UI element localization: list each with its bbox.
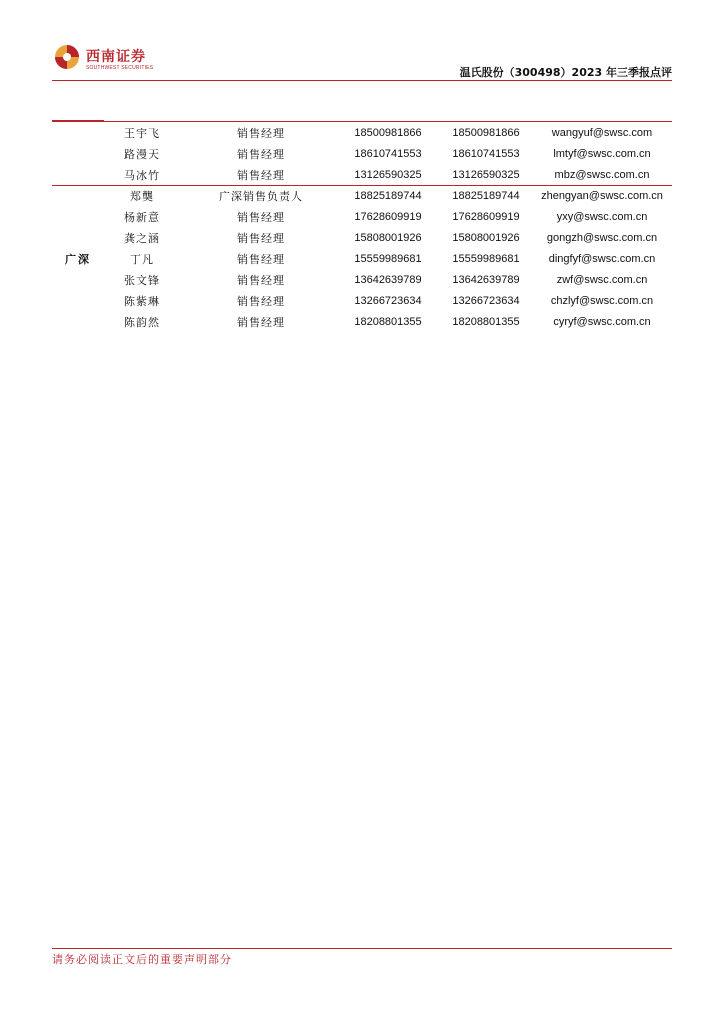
document-title: 温氏股份（300498）2023 年三季报点评 — [459, 66, 672, 79]
logo-english-text: SOUTHWEST SECURITIES — [86, 65, 154, 71]
contact-title: 销售经理 — [237, 148, 285, 161]
contact-name: 王宇飞 — [124, 127, 160, 140]
contact-name: 丁凡 — [130, 253, 154, 266]
contact-email: zwf@swsc.com.cn — [556, 274, 648, 286]
contact-mobile: 18825189744 — [452, 190, 520, 202]
contact-email: mbz@swsc.com.cn — [554, 169, 650, 181]
contact-title: 销售经理 — [237, 274, 285, 287]
contact-phone: 15808001926 — [354, 232, 422, 244]
contact-phone: 18825189744 — [354, 190, 422, 202]
contact-title: 广深销售负责人 — [219, 190, 303, 203]
contact-email: yxy@swsc.com.cn — [556, 211, 648, 223]
contact-title: 销售经理 — [237, 253, 285, 266]
contact-name: 张文锋 — [124, 274, 160, 287]
contact-mobile: 15808001926 — [452, 232, 520, 244]
table-top-rule — [104, 121, 672, 122]
table-row — [0, 186, 724, 207]
table-top-rule-left — [52, 120, 104, 122]
contact-title: 销售经理 — [237, 211, 285, 224]
header-divider — [52, 80, 672, 81]
contact-title: 销售经理 — [237, 127, 285, 140]
contact-name: 龚之涵 — [124, 232, 160, 245]
table-row — [0, 228, 724, 249]
contact-mobile: 18610741553 — [452, 148, 520, 160]
logo-chinese-text: 西南证券 — [86, 49, 146, 65]
contact-name: 郑龑 — [130, 190, 154, 203]
contact-name: 陈韵然 — [124, 316, 160, 329]
table-row — [0, 144, 724, 165]
contact-mobile: 13266723634 — [452, 295, 520, 307]
footer-disclaimer: 请务必阅读正文后的重要声明部分 — [52, 953, 232, 966]
contact-mobile: 15559989681 — [452, 253, 520, 265]
contact-mobile: 13642639789 — [452, 274, 520, 286]
table-row — [0, 291, 724, 312]
contact-email: cyryf@swsc.com.cn — [553, 316, 651, 328]
contact-phone: 13642639789 — [354, 274, 422, 286]
contact-email: gongzh@swsc.com.cn — [546, 232, 658, 244]
company-logo — [54, 44, 174, 74]
table-row — [0, 312, 724, 333]
contact-mobile: 13126590325 — [452, 169, 520, 181]
contact-mobile: 18500981866 — [452, 127, 520, 139]
table-row — [0, 207, 724, 228]
contact-phone: 13126590325 — [354, 169, 422, 181]
table-row — [0, 165, 724, 186]
contact-phone: 18208801355 — [354, 316, 422, 328]
contact-title: 销售经理 — [237, 169, 285, 182]
contact-name: 马冰竹 — [124, 169, 160, 182]
table-row — [0, 123, 724, 144]
contact-email: chzlyf@swsc.com.cn — [550, 295, 654, 307]
contact-email: wangyuf@swsc.com — [551, 127, 653, 139]
contact-email: dingfyf@swsc.com.cn — [548, 253, 656, 265]
contact-phone: 18500981866 — [354, 127, 422, 139]
logo-emblem-icon — [54, 44, 80, 70]
contact-name: 路漫天 — [124, 148, 160, 161]
region-label: 广深 — [65, 253, 91, 266]
contact-name: 杨新意 — [124, 211, 160, 224]
contact-title: 销售经理 — [237, 295, 285, 308]
contact-title: 销售经理 — [237, 316, 285, 329]
contact-mobile: 18208801355 — [452, 316, 520, 328]
contact-title: 销售经理 — [237, 232, 285, 245]
contact-phone: 15559989681 — [354, 253, 422, 265]
contact-mobile: 17628609919 — [452, 211, 520, 223]
contact-name: 陈紫琳 — [124, 295, 160, 308]
contact-email: lmtyf@swsc.com.cn — [553, 148, 651, 160]
contact-email: zhengyan@swsc.com.cn — [541, 190, 663, 202]
table-row — [0, 270, 724, 291]
footer-divider — [52, 948, 672, 949]
contact-phone: 17628609919 — [354, 211, 422, 223]
contact-phone: 13266723634 — [354, 295, 422, 307]
table-row — [0, 249, 724, 270]
contact-phone: 18610741553 — [354, 148, 422, 160]
